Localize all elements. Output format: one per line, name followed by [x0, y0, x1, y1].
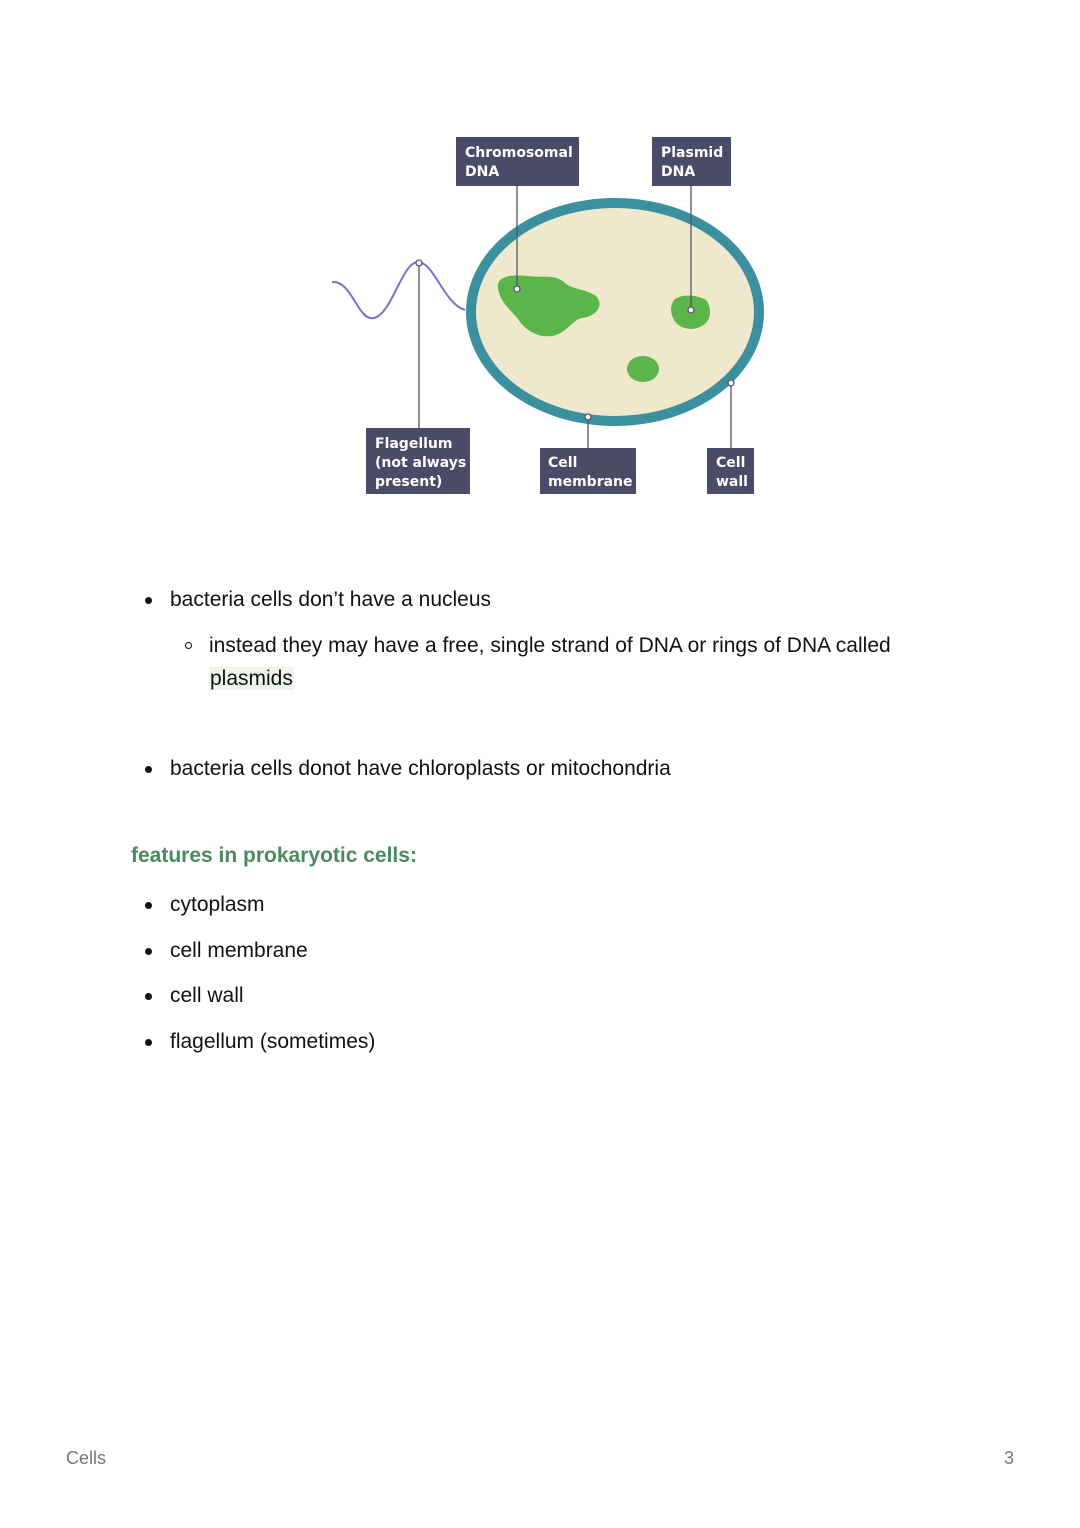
cell-diagram-svg — [320, 130, 770, 510]
bullet-list-organelles — [130, 753, 960, 785]
list-item: flagellum (sometimes) — [130, 1026, 960, 1058]
list-item — [170, 629, 950, 695]
prokaryotic-cell-diagram — [320, 130, 770, 510]
cell-wall-label: Cell wall — [716, 455, 748, 490]
chromosomal-dna-label: Chromosomal DNA — [465, 145, 573, 180]
footer-title: Cells — [66, 1448, 107, 1468]
list-item: cytoplasm — [130, 889, 960, 921]
list-item: bacteria cells don’t have a nucleus — [130, 584, 960, 616]
cell-wall-dot — [728, 380, 734, 386]
list-item: cell membrane — [130, 935, 960, 967]
sub-bullet-text: instead they may have a free, single strand of DNA or rings of DNA called — [209, 634, 891, 657]
bullet-list-nucleus — [130, 584, 960, 616]
features-list — [130, 889, 960, 1071]
flagellum-dot — [416, 260, 422, 266]
cell-membrane-dot — [585, 414, 591, 420]
small-dna-blob — [627, 356, 659, 382]
chromosomal-dna-dot — [514, 286, 520, 292]
plasmid-dna-dot — [688, 307, 694, 313]
page-number: 3 — [1004, 1448, 1015, 1468]
sub-bullet-list — [170, 629, 950, 695]
flagellum-shape — [332, 262, 465, 318]
list-item: bacteria cells donot have chloroplasts or mitochondria — [130, 753, 960, 785]
cell-membrane-label: Cell membrane — [548, 455, 633, 490]
list-item: cell wall — [130, 980, 960, 1012]
highlighted-term: plasmids — [210, 667, 293, 690]
flagellum-label: Flagellum (not always present) — [375, 436, 467, 490]
section-heading: features in prokaryotic cells: — [131, 844, 417, 867]
plasmid-dna-label: Plasmid DNA — [661, 145, 724, 180]
